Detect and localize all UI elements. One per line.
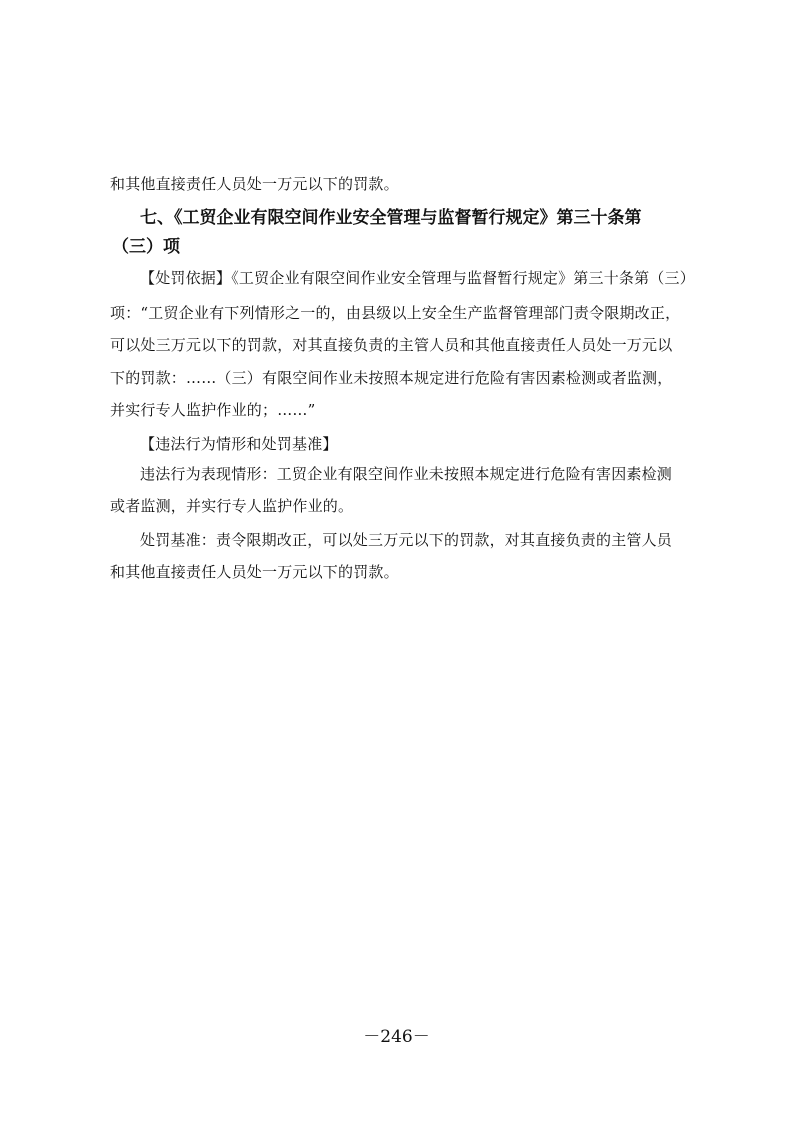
penalty-basis-line-3: 可以处三万元以下的罚款，对其直接负责的主管人员和其他直接责任人员处一万元以 bbox=[110, 336, 673, 354]
penalty-basis-line-5: 并实行专人监护作业的；……” bbox=[110, 401, 316, 419]
violation-description-line-1: 违法行为表现情形：工贸企业有限空间作业未按照本规定进行危险有害因素检测 bbox=[140, 465, 673, 483]
penalty-standard-line-1: 处罚基准：责令限期改正，可以处三万元以下的罚款，对其直接负责的主管人员 bbox=[140, 531, 673, 549]
violation-description-line-2: 或者监测，并实行专人监护作业的。 bbox=[110, 497, 354, 515]
section-heading-line-1: 七、《工贸企业有限空间作业安全管理与监督暂行规定》第三十条第 bbox=[140, 208, 642, 228]
penalty-basis-line-2: 项：“工贸企业有下列情形之一的，由县级以上安全生产监督管理部门责令限期改正， bbox=[110, 304, 681, 322]
section-heading-line-2: （三）项 bbox=[112, 237, 180, 257]
paragraph-continuation: 和其他直接责任人员处一万元以下的罚款。 bbox=[110, 175, 399, 193]
penalty-basis-line-1: 【处罚依据】《工贸企业有限空间作业安全管理与监督暂行规定》第三十条第（三） bbox=[140, 269, 695, 287]
violation-and-standard-heading: 【违法行为情形和处罚基准】 bbox=[140, 435, 338, 453]
penalty-basis-line-4: 下的罚款：……（三）有限空间作业未按照本规定进行危险有害因素检测或者监测， bbox=[110, 369, 673, 387]
penalty-standard-line-2: 和其他直接责任人员处一万元以下的罚款。 bbox=[110, 563, 399, 581]
page-number: －246－ bbox=[363, 1027, 430, 1047]
